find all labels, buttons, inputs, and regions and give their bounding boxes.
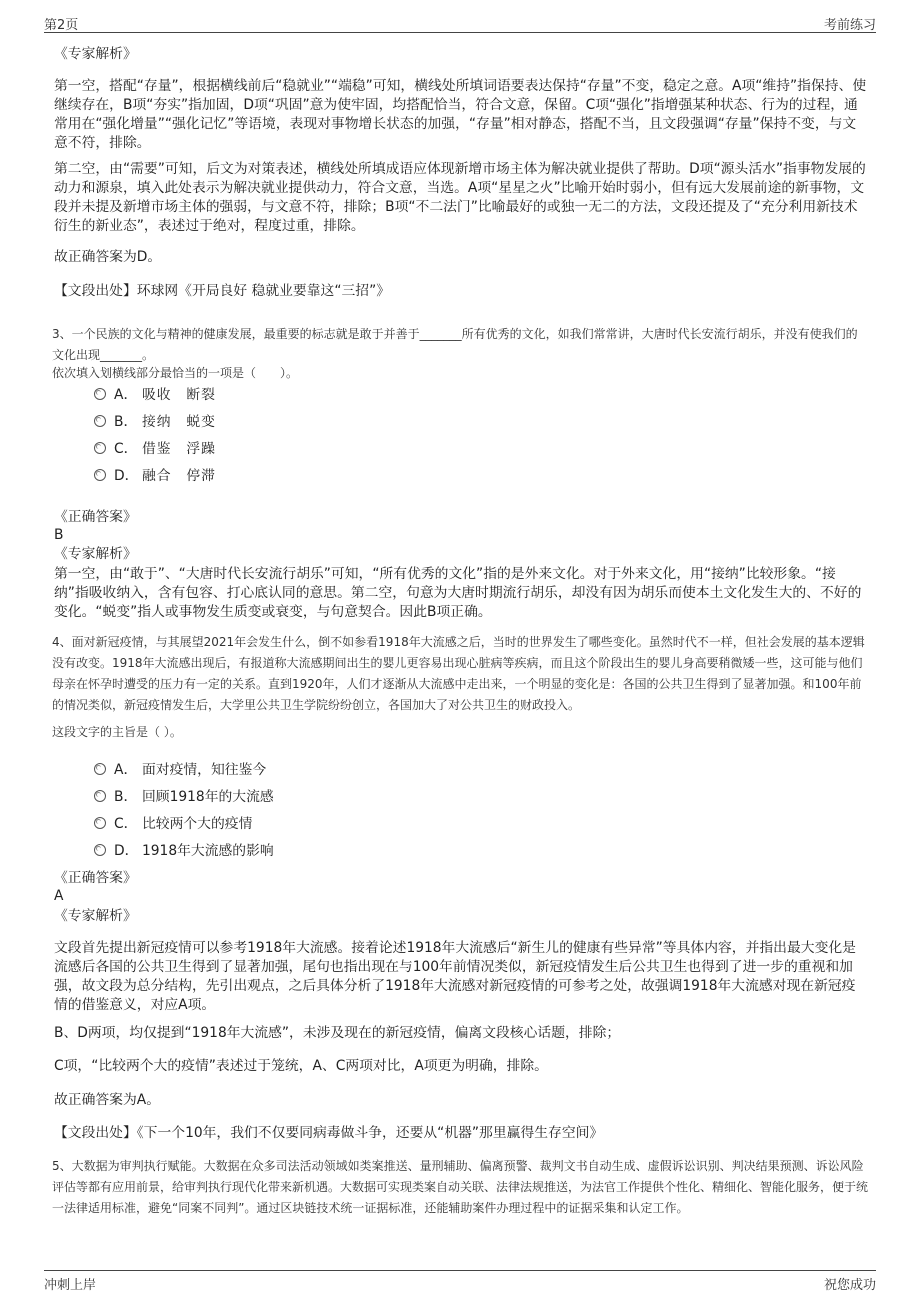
q4-analysis-paragraph-3: C项，“比较两个大的疫情”表述过于笼统，A、C两项对比，A项更为明确，排除。 — [54, 1058, 548, 1074]
q5-stem: 5、大数据为审判执行赋能。大数据在众多司法活动领域如类案推送、量刑辅助、偏离预警、裁判文书自动生成、虚假诉讼识别、判决结果预测、诉讼风险评估等都有应用前景，给审判执行现代化带来新机遇。大数据可实现类案自动关联、法律法规推送，为法官工作提供个性化、精细化、智能化服务，便于统一法律适用标准，避免“同案不同判”。通过区块链技术统一证据标准，还能辅助案件办理过程中的证据采集和认定工作。 — [52, 1159, 869, 1215]
q3-option-d[interactable]: D． 融合 停滞 — [94, 466, 216, 486]
q2-source: 【文段出处】环球网《开局良好 稳就业要靠这“三招”》 — [54, 283, 391, 299]
q2-conclusion: 故正确答案为D。 — [54, 249, 162, 265]
q3-option-a[interactable]: A． 吸收 断裂 — [94, 385, 216, 405]
q3-option-b[interactable]: B． 接纳 蜕变 — [94, 412, 216, 432]
q3-answer-label: 《正确答案》 — [54, 509, 137, 525]
header-rule — [44, 32, 876, 33]
radio-icon[interactable] — [94, 817, 106, 829]
q4-analysis-label: 《专家解析》 — [54, 908, 137, 924]
page-header — [44, 8, 876, 33]
radio-icon[interactable] — [94, 763, 106, 775]
q4-answer: A — [54, 888, 64, 904]
q4-analysis-paragraph-1: 文段首先提出新冠疫情可以参考1918年大流感。接着论述1918年大流感后“新生儿的健康有些异常”等具体内容，并指出最大变化是流感后各国的公共卫生得到了显著加强，尾句也指出现在与100年前情况类似，新冠疫情发生后公共卫生也得到了进一步的重视和加强，故文段为总分结构，先引出观点，之后具体分析了1918年大流感对新冠疫情的可参考之处，故强调1918年大流感对现在新冠疫情的借鉴意义，对应A项。 — [54, 940, 856, 1013]
footer-rule — [44, 1270, 876, 1271]
footer-right-text: 祝您成功 — [823, 1278, 876, 1293]
q3-instruction: 依次填入划横线部分最恰当的一项是（ ）。 — [52, 366, 299, 380]
footer-left-text: 冲刺上岸 — [44, 1278, 97, 1293]
q2-analysis-paragraph-2: 第二空，由“需要”可知，后文为对策表述，横线处所填成语应体现新增市场主体为解决就业提供了帮助。D项“源头活水”指事物发展的动力和源泉，填入此处表示为解决就业提供动力，符合文意，当选。A项“星星之火”比喻开始时弱小，但有远大发展前途的新事物，文段并未提及新增市场主体的强弱，与文意不符，排除；B项“不二法门”比喻最好的或独一无二的方法，文段还提及了“充分利用新技术衍生的新业态”，表述过于绝对，程度过重，排除。 — [54, 161, 866, 234]
q4-option-d[interactable]: D． 1918年大流感的影响 — [94, 841, 274, 861]
q4-conclusion: 故正确答案为A。 — [54, 1092, 161, 1108]
q3-analysis: 第一空，由“敢于”、“大唐时代长安流行胡乐”可知，“所有优秀的文化”指的是外来文化。对于外来文化，用“接纳”比较形象。“接纳”指吸收纳入，含有包容、打心底认同的意思。第二空，句意为大唐时期流行胡乐，却没有因为胡乐而使本土文化发生大的、不好的变化。“蜕变”指人或事物发生质变或衰变，与句意契合。因此B项正确。 — [54, 566, 862, 620]
radio-icon[interactable] — [94, 469, 106, 481]
q4-analysis-paragraph-2: B、D两项，均仅提到“1918年大流感”，未涉及现在的新冠疫情，偏离文段核心话题，排除； — [54, 1025, 621, 1041]
q4-source: 【文段出处】《下一个10年，我们不仅要同病毒做斗争，还要从“机器”那里赢得生存空间》 — [54, 1125, 604, 1141]
q4-stem: 4、面对新冠疫情，与其展望2021年会发生什么，倒不如参看1918年大流感之后，当时的世界发生了哪些变化。虽然时代不一样，但社会发展的基本逻辑没有改变。1918年大流感出现后，有报道称大流感期间出生的婴儿更容易出现心脏病等疾病，而且这个阶段出生的婴儿身高要稍微矮一些，这可能与他们母亲在怀孕时遭受的压力有一定的关系。直到1920年，人们才逐渐从大流感中走出来，一个明显的变化是：各国的公共卫生得到了显著加强。和100年前的情况类似，新冠疫情发生后，大学里公共卫生学院纷纷创立，各国加大了对公共卫生的财政投入。 — [52, 635, 865, 712]
radio-icon[interactable] — [94, 844, 106, 856]
q4-option-c[interactable]: C． 比较两个大的疫情 — [94, 814, 252, 834]
q3-option-c[interactable]: C． 借鉴 浮躁 — [94, 439, 216, 459]
header-title: 考前练习 — [823, 18, 876, 33]
q3-answer: B — [54, 527, 64, 543]
q3-analysis-label: 《专家解析》 — [54, 546, 137, 562]
radio-icon[interactable] — [94, 415, 106, 427]
q2-analysis-label: 《专家解析》 — [54, 46, 137, 62]
radio-icon[interactable] — [94, 388, 106, 400]
page-number: 第2页 — [44, 18, 79, 33]
q3-stem: 3、一个民族的文化与精神的健康发展，最重要的标志就是敢于并善于_______所有优秀的文化，如我们常常讲，大唐时代长安流行胡乐，并没有使我们的文化出现_______。 — [52, 327, 858, 362]
q4-question: 这段文字的主旨是（ ）。 — [52, 725, 182, 739]
q4-option-b[interactable]: B． 回顾1918年的大流感 — [94, 787, 274, 807]
q2-analysis-paragraph-1: 第一空，搭配“存量”，根据横线前后“稳就业”“端稳”可知，横线处所填词语要表达保持“存量”不变，稳定之意。A项“维持”指保持、使继续存在，B项“夯实”指加固，D项“巩固”意为使牢固，均搭配恰当，符合文意，保留。C项“强化”指增强某种状态、行为的过程，通常用在“强化增量”“强化记忆”等语境，表现对事物增长状态的加强，“存量”相对静态，搭配不当，且文段强调“存量”保持不变，与文意不符，排除。 — [54, 78, 867, 151]
radio-icon[interactable] — [94, 442, 106, 454]
q4-option-a[interactable]: A． 面对疫情，知往鉴今 — [94, 760, 266, 780]
q4-answer-label: 《正确答案》 — [54, 870, 137, 886]
radio-icon[interactable] — [94, 790, 106, 802]
